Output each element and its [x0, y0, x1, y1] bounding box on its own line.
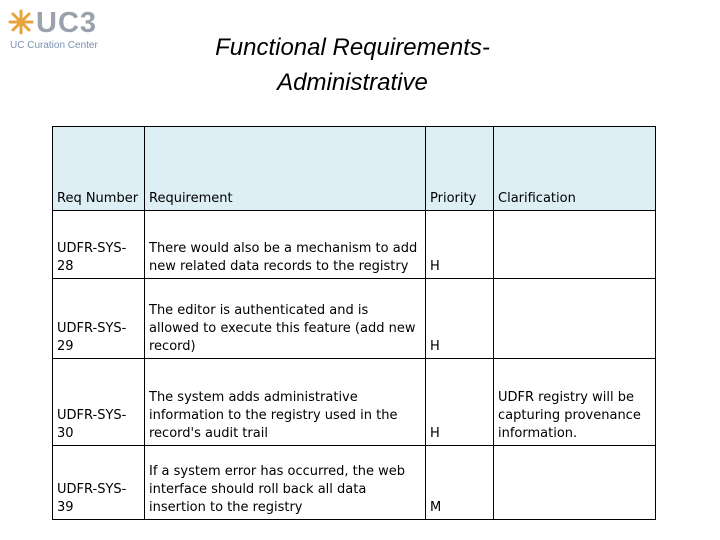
req-number: UDFR-SYS-29: [53, 279, 145, 359]
logo-wordmark: UC3: [36, 7, 98, 39]
table-row: [53, 211, 656, 279]
priority: H: [426, 359, 494, 446]
req-number: UDFR-SYS-30: [53, 359, 145, 446]
priority: H: [426, 279, 494, 359]
slide-title: Functional Requirements- Administrative: [215, 34, 490, 96]
req-number: UDFR-SYS-39: [53, 446, 145, 520]
header-clarification: Clarification: [494, 127, 656, 211]
priority: H: [426, 211, 494, 279]
requirement-text: There would also be a mechanism to add new related data records to the registry: [145, 211, 426, 279]
requirements-table: [52, 126, 656, 520]
header-requirement: Requirement: [145, 127, 426, 211]
sunburst-icon: [8, 8, 34, 36]
clarification: UDFR registry will be capturing provenance information.: [494, 359, 656, 446]
header-req-number: Req Number: [53, 127, 145, 211]
req-number: UDFR-SYS-28: [53, 211, 145, 279]
table-row: [53, 359, 656, 446]
priority: M: [426, 446, 494, 520]
header-priority: Priority: [426, 127, 494, 211]
logo-subtitle: UC Curation Center: [10, 40, 98, 51]
table-header-row: [53, 127, 656, 211]
uc3-logo: [8, 6, 128, 52]
clarification: [494, 446, 656, 520]
clarification: [494, 279, 656, 359]
table-row: [53, 279, 656, 359]
table-row: [53, 446, 656, 520]
requirement-text: The editor is authenticated and is allowed to execute this feature (add new record): [145, 279, 426, 359]
clarification: [494, 211, 656, 279]
requirement-text: The system adds administrative information to the registry used in the record's audit trail: [145, 359, 426, 446]
requirement-text: If a system error has occurred, the web interface should roll back all data insertion to the registry: [145, 446, 426, 520]
